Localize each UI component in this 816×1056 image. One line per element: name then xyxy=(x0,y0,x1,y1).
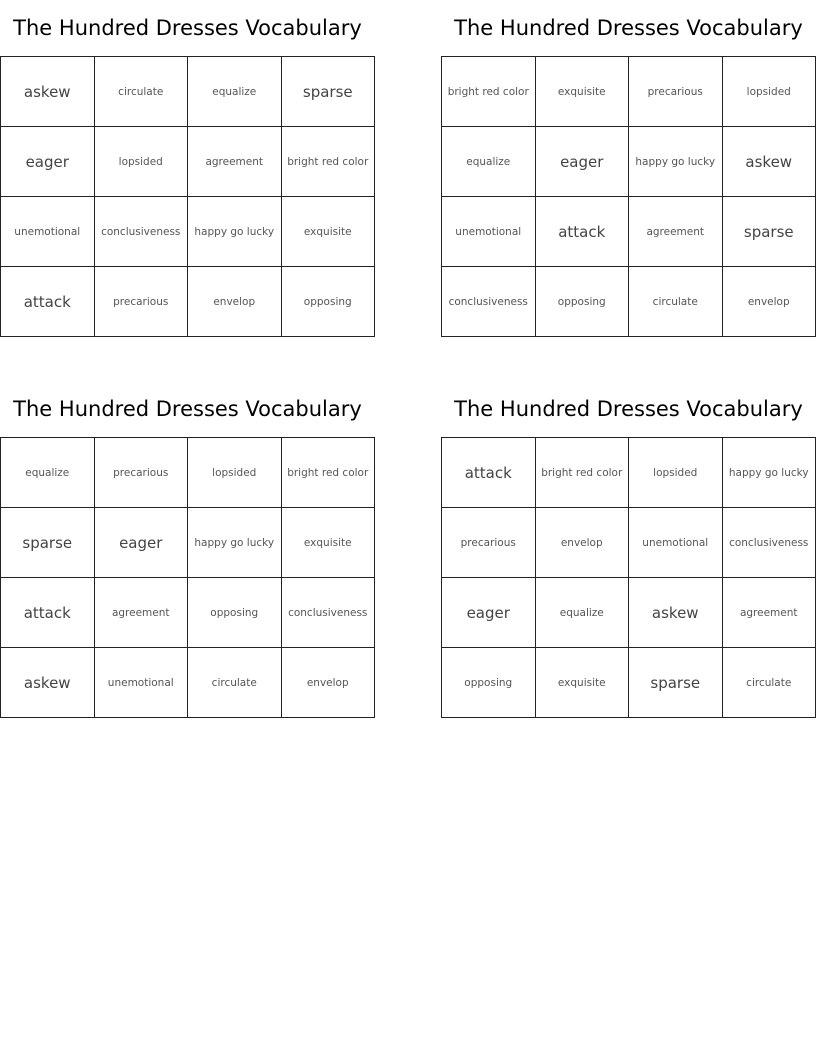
bingo-cell: askew xyxy=(1,648,95,718)
bingo-cell: exquisite xyxy=(536,57,630,127)
bingo-cell: unemotional xyxy=(1,197,95,267)
bingo-cell: precarious xyxy=(95,438,189,508)
bingo-cell: eager xyxy=(1,127,95,197)
bingo-cell: unemotional xyxy=(95,648,189,718)
bingo-card-4 xyxy=(441,381,816,718)
bingo-cell: envelop xyxy=(282,648,376,718)
bingo-cell: equalize xyxy=(536,578,630,648)
bingo-cell: lopsided xyxy=(188,438,282,508)
bingo-cell: sparse xyxy=(723,197,816,267)
bingo-grid xyxy=(0,437,375,718)
bingo-cell: attack xyxy=(1,267,95,337)
bingo-cell: lopsided xyxy=(95,127,189,197)
bingo-cell: bright red color xyxy=(442,57,536,127)
bingo-cell: equalize xyxy=(442,127,536,197)
bingo-cell: happy go lucky xyxy=(188,197,282,267)
bingo-cell: sparse xyxy=(282,57,376,127)
bingo-cell: exquisite xyxy=(536,648,630,718)
bingo-cell: circulate xyxy=(188,648,282,718)
bingo-cell: lopsided xyxy=(629,438,723,508)
bingo-cell: happy go lucky xyxy=(629,127,723,197)
bingo-cell: bright red color xyxy=(282,438,376,508)
bingo-cell: agreement xyxy=(723,578,816,648)
bingo-cell: bright red color xyxy=(536,438,630,508)
bingo-cell: agreement xyxy=(95,578,189,648)
bingo-cell: exquisite xyxy=(282,508,376,578)
bingo-grid xyxy=(441,56,816,337)
bingo-cell: conclusiveness xyxy=(95,197,189,267)
bingo-cell: conclusiveness xyxy=(282,578,376,648)
bingo-grid xyxy=(441,437,816,718)
bingo-cell: circulate xyxy=(723,648,816,718)
bingo-cell: attack xyxy=(536,197,630,267)
bingo-cell: unemotional xyxy=(629,508,723,578)
bingo-cell: circulate xyxy=(95,57,189,127)
bingo-cell: sparse xyxy=(629,648,723,718)
bingo-cell: eager xyxy=(536,127,630,197)
bingo-card-1 xyxy=(0,0,375,337)
bingo-cell: askew xyxy=(723,127,816,197)
bingo-cell: unemotional xyxy=(442,197,536,267)
bingo-cell: agreement xyxy=(629,197,723,267)
bingo-cell: envelop xyxy=(536,508,630,578)
bingo-cell: lopsided xyxy=(723,57,816,127)
bingo-cell: attack xyxy=(1,578,95,648)
bingo-cell: equalize xyxy=(1,438,95,508)
bingo-cell: attack xyxy=(442,438,536,508)
bingo-cell: opposing xyxy=(442,648,536,718)
bingo-cell: sparse xyxy=(1,508,95,578)
bingo-cell: precarious xyxy=(95,267,189,337)
bingo-cell: bright red color xyxy=(282,127,376,197)
bingo-card-3 xyxy=(0,381,375,718)
card-title: The Hundred Dresses Vocabulary xyxy=(454,16,803,40)
bingo-cell: conclusiveness xyxy=(442,267,536,337)
bingo-grid xyxy=(0,56,375,337)
bingo-cell: eager xyxy=(95,508,189,578)
bingo-cell: opposing xyxy=(536,267,630,337)
bingo-cell: precarious xyxy=(442,508,536,578)
bingo-cell: eager xyxy=(442,578,536,648)
bingo-cell: precarious xyxy=(629,57,723,127)
bingo-cell: happy go lucky xyxy=(723,438,816,508)
bingo-cell: circulate xyxy=(629,267,723,337)
card-title: The Hundred Dresses Vocabulary xyxy=(454,397,803,421)
card-title: The Hundred Dresses Vocabulary xyxy=(13,16,362,40)
bingo-cell: askew xyxy=(629,578,723,648)
bingo-cell: conclusiveness xyxy=(723,508,816,578)
bingo-cell: equalize xyxy=(188,57,282,127)
bingo-cell: happy go lucky xyxy=(188,508,282,578)
bingo-cell: envelop xyxy=(188,267,282,337)
bingo-card-2 xyxy=(441,0,816,337)
bingo-cell: opposing xyxy=(282,267,376,337)
bingo-cell: exquisite xyxy=(282,197,376,267)
bingo-cell: opposing xyxy=(188,578,282,648)
bingo-cell: agreement xyxy=(188,127,282,197)
bingo-cell: envelop xyxy=(723,267,816,337)
bingo-cell: askew xyxy=(1,57,95,127)
card-title: The Hundred Dresses Vocabulary xyxy=(13,397,362,421)
